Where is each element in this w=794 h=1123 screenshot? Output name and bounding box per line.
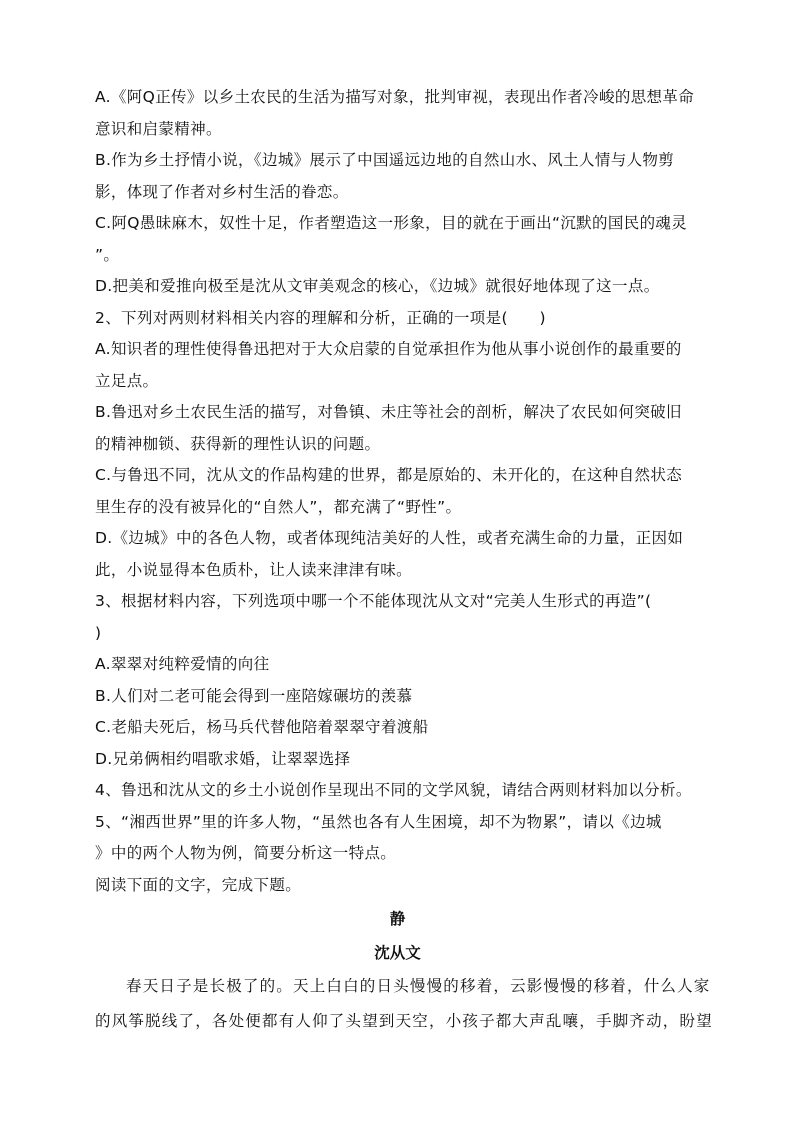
- option-3c: C.老船夫死后，杨马兵代替他陪着翠翠守着渡船: [95, 718, 429, 736]
- option-1a-line-1: A.《阿Q正传》以乡土农民的生活为描写对象，批判审视，表现出作者冷峻的思想革命: [95, 88, 695, 106]
- option-1a-line-2: 意识和启蒙精神。: [95, 119, 222, 138]
- question-3-line-1: 3、根据材料内容，下列选项中哪一个不能体现沈从文对“完美人生形式的再造”(: [95, 592, 652, 610]
- question-4: 4、鲁迅和沈从文的乡土小说创作呈现出不同的文学风貌，请结合两则材料加以分析。: [95, 781, 692, 799]
- option-2c-line-2: 里生存的没有被异化的“自然人”，都充满了“野性”。: [95, 497, 462, 516]
- option-1c-line-1: C.阿Q愚昧麻木，奴性十足，作者塑造这一形象，目的就在于画出“沉默的国民的魂灵: [95, 214, 688, 232]
- option-2a-line-1: A.知识者的理性使得鲁迅把对于大众启蒙的自觉承担作为他从事小说创作的最重要的: [95, 340, 682, 358]
- option-1b-line-1: B.作为乡土抒情小说，《边城》展示了中国遥远边地的自然山水、风土人情与人物剪: [95, 151, 675, 169]
- question-3-line-2: ): [95, 623, 102, 642]
- article-author: 沈从文: [374, 943, 421, 962]
- option-1c-line-2: ”。: [95, 245, 120, 264]
- article-paragraph-line-1: 春天日子是长极了的。天上白白的日头慢慢的移着，云影慢慢的移着，什么人家: [126, 977, 711, 995]
- option-2d-line-1: D.《边城》中的各色人物，或者体现纯洁美好的人性，或者充满生命的力量，正因如: [95, 529, 684, 547]
- option-2d-line-2: 此，小说显得本色质朴，让人读来津津有味。: [95, 560, 413, 579]
- page-content: [95, 82, 713, 1039]
- option-2b-line-2: 的精神枷锁、获得新的理性认识的问题。: [95, 434, 381, 453]
- article-title: 静: [389, 909, 406, 928]
- option-1b-line-2: 影，体现了作者对乡村生活的眷恋。: [95, 182, 349, 201]
- option-3a: A.翠翠对纯粹爱情的向往: [95, 655, 270, 673]
- question-5-line-2: 》中的两个人物为例，简要分析这一特点。: [95, 844, 397, 862]
- article-paragraph-line-2: 的风筝脱线了，各处便都有人仰了头望到天空，小孩子都大声乱嚷，手脚齐动，盼望: [95, 1012, 713, 1030]
- reading-instruction: 阅读下面的文字，完成下题。: [95, 875, 302, 894]
- question-2: 2、下列对两则材料相关内容的理解和分析，正确的一项是( ): [95, 308, 546, 327]
- option-3b: B.人们对二老可能会得到一座陪嫁碾坊的羡慕: [95, 686, 413, 705]
- option-2b-line-1: B.鲁迅对乡土农民生活的描写，对鲁镇、未庄等社会的剖析，解决了农民如何突破旧: [95, 403, 682, 421]
- question-5-line-1: 5、“湘西世界”里的许多人物，“虽然也各有人生困境，却不为物累”，请以《边城: [95, 812, 662, 831]
- option-3d: D.兄弟俩相约唱歌求婚，让翠翠选择: [95, 749, 351, 768]
- option-2c-line-1: C.与鲁迅不同，沈从文的作品构建的世界，都是原始的、未开化的，在这种自然状态: [95, 466, 683, 484]
- option-2a-line-2: 立足点。: [95, 371, 159, 390]
- option-1d-line-1: D.把美和爱推向极至是沈从文审美观念的核心，《边城》就很好地体现了这一点。: [95, 277, 660, 295]
